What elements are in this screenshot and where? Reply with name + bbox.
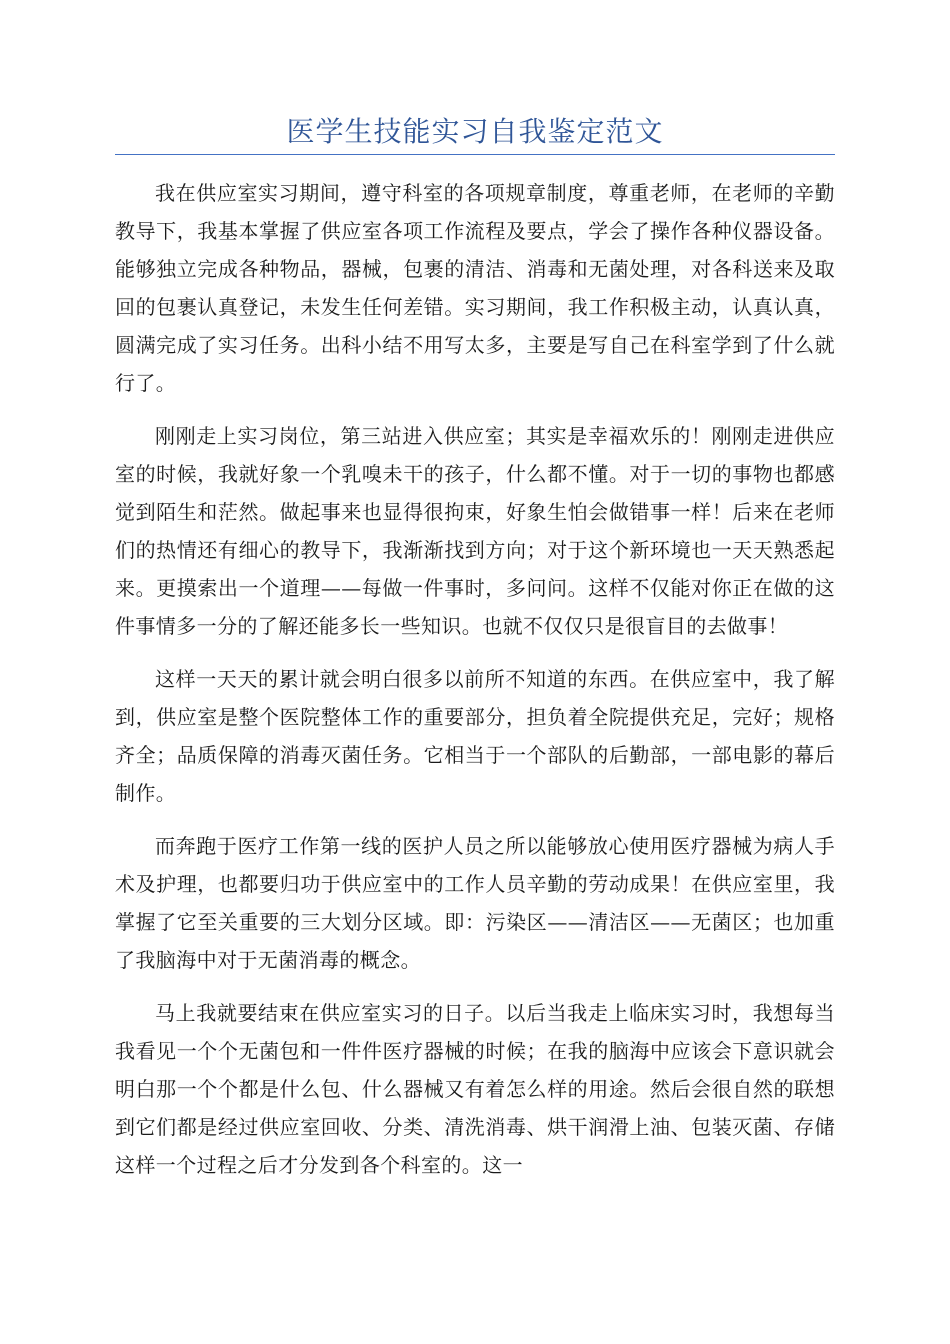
- paragraph: 刚刚走上实习岗位，第三站进入供应室；其实是幸福欢乐的！刚刚走进供应室的时候，我就好象一个乳嗅未干的孩子，什么都不懂。对于一切的事物也都感觉到陌生和茫然。做起事来也显得很拘束，好象生怕会做错事一样！后来在老师们的热情还有细心的教导下，我渐渐找到方向；对于这个新环境也一天天熟悉起来。更摸索出一个道理——每做一件事时，多问问。这样不仅能对你正在做的这件事情多一分的了解还能多长一些知识。也就不仅仅只是很盲目的去做事！: [115, 424, 835, 638]
- paragraph: 这样一天天的累计就会明白很多以前所不知道的东西。在供应室中，我了解到，供应室是整个医院整体工作的重要部分，担负着全院提供充足，完好；规格齐全；品质保障的消毒灭菌任务。它相当于一个部队的后勤部，一部电影的幕后制作。: [115, 667, 835, 805]
- paragraph: 我在供应室实习期间，遵守科室的各项规章制度，尊重老师，在老师的辛勤教导下，我基本掌握了供应室各项工作流程及要点，学会了操作各种仪器设备。能够独立完成各种物品，器械，包裹的清洁、消毒和无菌处理，对各科送来及取回的包裹认真登记，未发生任何差错。实习期间，我工作积极主动，认真认真，圆满完成了实习任务。出科小结不用写太多，主要是写自己在科室学到了什么就行了。: [115, 181, 835, 395]
- title-underline: [115, 154, 835, 155]
- paragraph: 马上我就要结束在供应室实习的日子。以后当我走上临床实习时，我想每当我看见一个个无菌包和一件件医疗器械的时候；在我的脑海中应该会下意识就会明白那一个个都是什么包、什么器械又有着怎么样的用途。然后会很自然的联想到它们都是经过供应室回收、分类、清洗消毒、烘干润滑上油、包装灭菌、存储这样一个过程之后才分发到各个科室的。这一: [115, 1001, 835, 1177]
- paragraph: 而奔跑于医疗工作第一线的医护人员之所以能够放心使用医疗器械为病人手术及护理，也都要归功于供应室中的工作人员辛勤的劳动成果！在供应室里，我掌握了它至关重要的三大划分区域。即：污染区——清洁区——无菌区；也加重了我脑海中对于无菌消毒的概念。: [115, 834, 835, 972]
- document-title: 医学生技能实习自我鉴定范文: [286, 115, 664, 148]
- document-body: [115, 174, 835, 1199]
